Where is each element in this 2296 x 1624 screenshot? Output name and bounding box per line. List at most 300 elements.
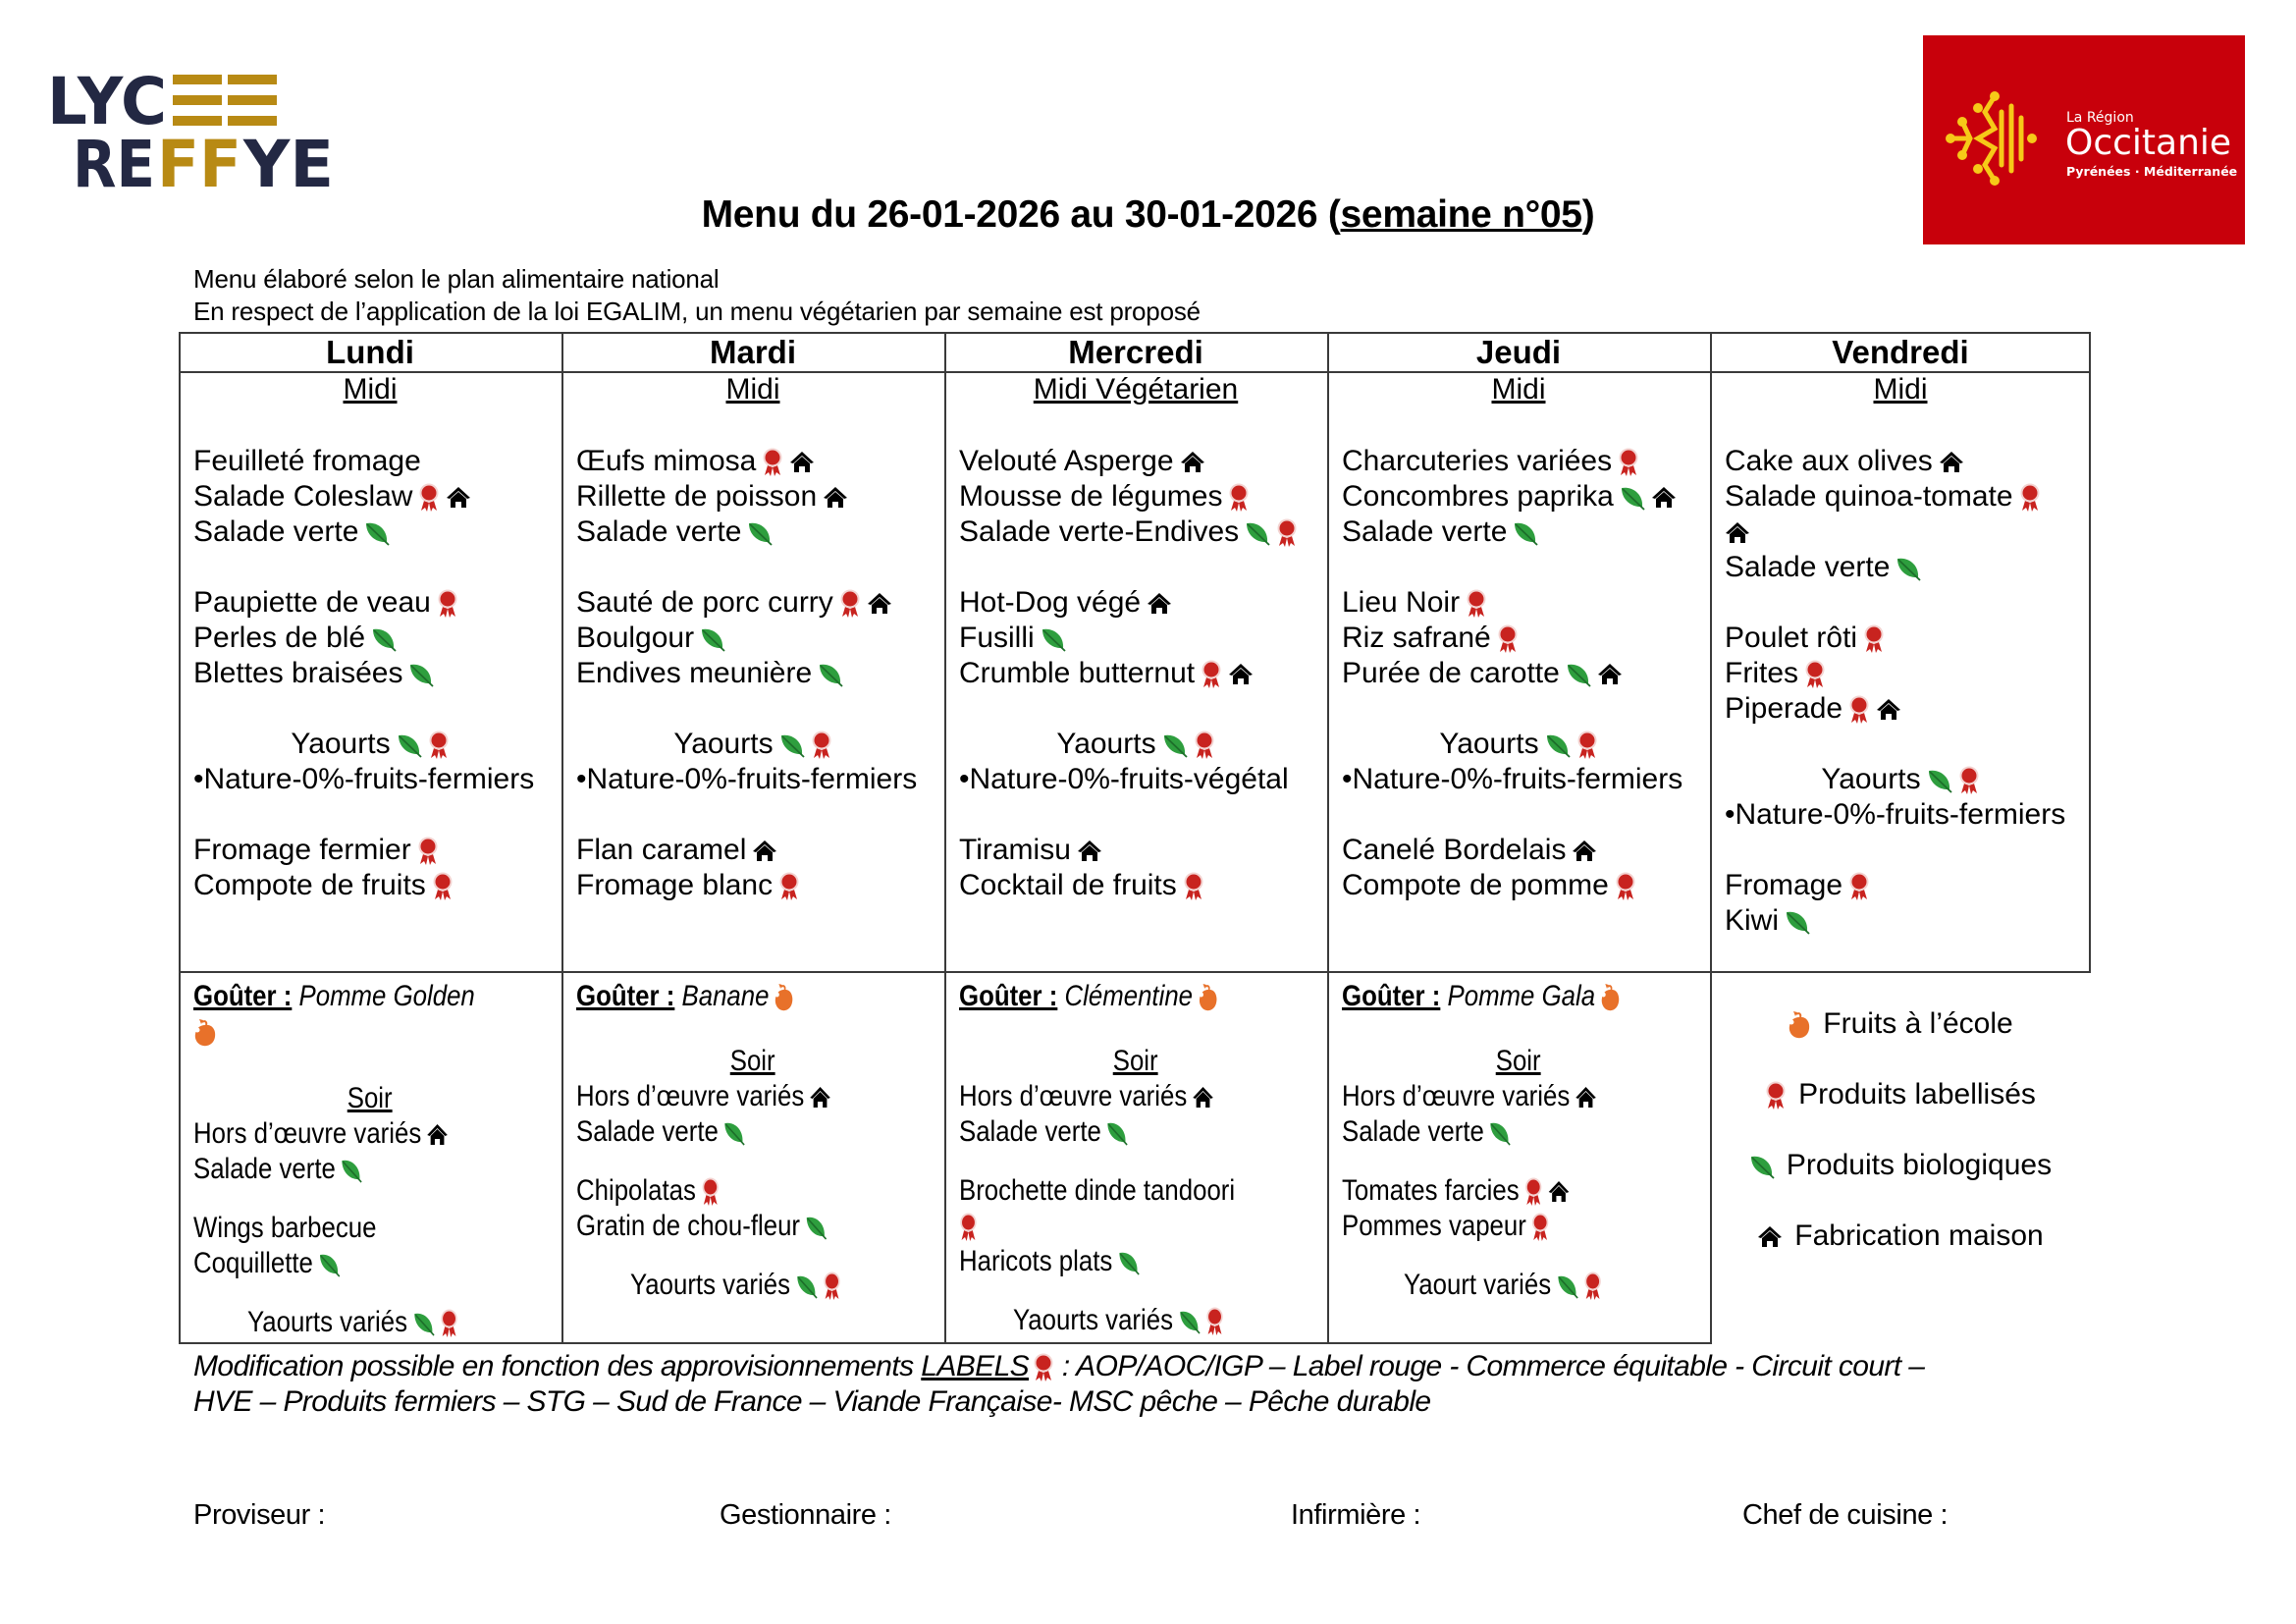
award-icon — [440, 1309, 458, 1338]
menu-item — [193, 1305, 561, 1340]
signature-proviseur: Proviseur : — [193, 1499, 326, 1531]
fruit-icon — [774, 983, 795, 1012]
leaf-icon — [1620, 485, 1645, 511]
menu-item-label: Œufs mimosa — [576, 445, 757, 477]
leaf-icon — [1566, 662, 1591, 687]
leaf-icon — [1556, 1273, 1577, 1299]
intro-line-2: En respect de l’application de la loi EGALIM, un menu végétarien par semaine est proposé — [193, 297, 1201, 326]
menu-item — [1342, 656, 1710, 691]
menu-item — [576, 514, 944, 550]
menu-item — [1725, 903, 2091, 939]
menu-item-label: Frites — [1725, 657, 1798, 689]
house-icon — [1548, 1180, 1570, 1204]
soir-cell-mardi — [561, 979, 944, 1303]
midi-title — [1342, 373, 1710, 406]
menu-item-label: Salade verte — [576, 1115, 719, 1148]
group-spacer — [1725, 727, 2091, 762]
svg-text:RE: RE — [73, 127, 155, 193]
legend — [1710, 1006, 2091, 1289]
house-icon — [809, 1086, 830, 1110]
gouter-label: Goûter : — [576, 980, 675, 1012]
gouter-line — [959, 979, 1327, 1014]
house-icon — [789, 451, 815, 474]
soir-title-wrap — [730, 1044, 775, 1079]
fruit-icon — [1788, 1010, 1811, 1040]
award-icon — [1531, 1213, 1550, 1242]
title-prefix: Menu du 26-01-2026 au 30-01-2026 ( — [701, 193, 1341, 236]
region-logo-sub: Pyrénées · Méditerranée — [2066, 164, 2238, 179]
intro-line-1: Menu élaboré selon le plan alimentaire national — [193, 264, 720, 294]
menu-item-label: Fromage blanc — [576, 869, 774, 901]
menu-item — [1342, 833, 1710, 868]
menu-item-label: Yaourts — [673, 728, 774, 760]
midi-row-border — [179, 971, 2091, 973]
award-icon — [778, 872, 800, 901]
leaf-icon — [1489, 1120, 1511, 1146]
school-logo — [47, 71, 351, 193]
menu-item-label: Tiramisu — [959, 834, 1071, 866]
menu-item-label: Salade Coleslaw — [193, 480, 413, 513]
menu-item — [193, 1246, 561, 1281]
leaf-icon — [723, 1120, 745, 1146]
leaf-icon — [1178, 1309, 1200, 1334]
soir-title — [959, 1044, 1327, 1079]
award-icon — [1201, 660, 1222, 689]
menu-item-wrap — [576, 1209, 828, 1244]
menu-item — [959, 1303, 1327, 1338]
house-icon — [446, 486, 471, 510]
menu-item-label: Kiwi — [1725, 904, 1780, 937]
award-icon — [823, 1272, 841, 1301]
house-icon — [1725, 521, 1750, 545]
menu-item — [1342, 1079, 1710, 1114]
house-icon — [1757, 1225, 1783, 1249]
menu-item-label: Fromage fermier — [193, 834, 411, 866]
leaf-icon — [1245, 520, 1270, 546]
day-header-mardi: Mardi — [709, 334, 796, 370]
page-title — [0, 193, 2296, 237]
legend-label: Produits labellisés — [1798, 1078, 2036, 1110]
house-icon — [1651, 486, 1677, 510]
leaf-icon — [1896, 556, 1921, 581]
award-icon — [1524, 1177, 1543, 1207]
leaf-icon — [364, 520, 390, 546]
menu-item-label: Piperade — [1725, 692, 1843, 725]
menu-item — [1725, 514, 2091, 550]
menu-item-label: Lieu Noir — [1342, 586, 1461, 619]
leaf-icon — [408, 662, 434, 687]
gouter-line — [193, 979, 561, 1014]
menu-item-wrap — [193, 1152, 362, 1187]
gouter-value: Banane — [681, 980, 770, 1012]
group-spacer — [576, 1150, 944, 1173]
soir-title — [1342, 1044, 1710, 1079]
day-header-jeudi: Jeudi — [1475, 334, 1562, 370]
menu-item — [1725, 868, 2091, 903]
menu-item-label: Haricots plats — [959, 1245, 1113, 1277]
legend-label: Produits biologiques — [1786, 1149, 2053, 1181]
house-icon — [823, 486, 848, 510]
midi-title-label: Midi Végétarien — [1033, 373, 1239, 406]
leaf-icon — [397, 732, 422, 758]
menu-item-label: Salade quinoa-tomate — [1725, 480, 2013, 513]
award-icon — [1183, 872, 1204, 901]
menu-item-label: Boulgour — [576, 622, 695, 654]
gouter-wrap — [576, 979, 794, 1014]
menu-item — [193, 1211, 561, 1246]
award-icon — [1228, 483, 1250, 513]
legend-item — [1710, 1006, 2091, 1077]
house-icon — [1575, 1086, 1596, 1110]
group-spacer — [576, 550, 944, 585]
menu-item-label: •Nature-0%-fruits-fermiers — [576, 763, 918, 795]
menu-item-label: Salade verte — [193, 1153, 336, 1185]
award-icon — [1958, 766, 1980, 795]
soir-title — [576, 1044, 944, 1079]
menu-item-label: •Nature-0%-fruits-fermiers — [1342, 763, 1683, 795]
footer-labels-link: LABELS — [921, 1350, 1030, 1382]
menu-item-label: Tomates farcies — [1342, 1174, 1520, 1207]
house-icon — [1180, 451, 1205, 474]
footer-note-line-1 — [193, 1349, 2108, 1384]
menu-item — [193, 727, 561, 762]
midi-title — [1725, 373, 2091, 406]
menu-item-label: Compote de fruits — [193, 869, 426, 901]
award-icon — [701, 1177, 720, 1207]
menu-item-label: Perles de blé — [193, 622, 366, 654]
menu-item — [959, 479, 1327, 514]
house-icon — [1192, 1086, 1213, 1110]
group-spacer — [1725, 585, 2091, 621]
region-logo-small: La Région — [2066, 110, 2134, 126]
menu-item — [959, 1079, 1327, 1114]
menu-item — [1725, 797, 2091, 833]
menu-item-label: Velouté Asperge — [959, 445, 1174, 477]
menu-item — [1342, 444, 1710, 479]
group-spacer — [1342, 1244, 1710, 1268]
menu-item-label: Fromage — [1725, 869, 1843, 901]
menu-item-wrap — [1013, 1303, 1224, 1338]
region-logo-name: Occitanie — [2065, 123, 2232, 163]
group-spacer — [1342, 797, 1710, 833]
menu-item-label: •Nature-0%-fruits-fermiers — [1725, 798, 2066, 831]
menu-item-label: Poulet rôti — [1725, 622, 1858, 654]
group-spacer — [1342, 691, 1710, 727]
legend-item — [1710, 1148, 2091, 1218]
soir-cell-jeudi — [1327, 979, 1710, 1303]
menu-item-wrap — [959, 1244, 1140, 1279]
menu-item-label: •Nature-0%-fruits-fermiers — [193, 763, 535, 795]
group-spacer — [1342, 1150, 1710, 1173]
menu-item — [193, 479, 561, 514]
menu-item — [1342, 479, 1710, 514]
gouter-wrap — [193, 979, 475, 1014]
title-week: semaine n°05 — [1340, 193, 1582, 236]
leaf-icon — [1117, 1250, 1139, 1275]
legend-label: Fabrication maison — [1794, 1219, 2044, 1252]
group-spacer — [959, 550, 1327, 585]
award-icon — [1804, 660, 1826, 689]
leaf-icon — [700, 626, 725, 652]
soir-title-label: Soir — [347, 1082, 393, 1114]
signature-gestionnaire: Gestionnaire : — [720, 1499, 891, 1531]
menu-item-wrap — [959, 1079, 1214, 1114]
menu-item-label: Rillette de poisson — [576, 480, 818, 513]
menu-item-label: Hors d’œuvre variés — [576, 1080, 805, 1112]
menu-item-label: Riz safrané — [1342, 622, 1491, 654]
spacer — [576, 406, 944, 444]
menu-item — [959, 621, 1327, 656]
soir-title-wrap — [1113, 1044, 1158, 1079]
menu-item — [1725, 479, 2091, 514]
menu-item-label: •Nature-0%-fruits-végétal — [959, 763, 1289, 795]
menu-item — [959, 1209, 1327, 1244]
menu-item-label: Yaourts — [291, 728, 391, 760]
group-spacer — [193, 1187, 561, 1211]
group-spacer — [193, 691, 561, 727]
spacer — [1342, 406, 1710, 444]
svg-text:LYC: LYC — [47, 71, 167, 139]
menu-item — [1725, 762, 2091, 797]
award-icon — [839, 589, 861, 619]
gouter-fruit-line — [193, 1014, 561, 1050]
menu-item-wrap — [576, 1079, 831, 1114]
soir-title-label: Soir — [1113, 1045, 1158, 1077]
leaf-icon — [1927, 768, 1952, 793]
menu-item-label: Paupiette de veau — [193, 586, 431, 619]
menu-item — [959, 1114, 1327, 1150]
gouter-line — [576, 979, 944, 1014]
menu-item — [576, 479, 944, 514]
menu-item-label: Yaourts — [1439, 728, 1539, 760]
day-header-vendredi: Vendredi — [1832, 334, 1969, 370]
fruit-icon — [193, 1018, 217, 1048]
house-icon — [1876, 698, 1901, 722]
menu-item-label: Sauté de porc curry — [576, 586, 833, 619]
menu-item-wrap — [193, 1116, 449, 1152]
group-spacer — [576, 797, 944, 833]
group-spacer — [576, 1244, 944, 1268]
leaf-icon — [1513, 520, 1538, 546]
menu-item-label: Yaourts variés — [630, 1269, 791, 1301]
award-icon — [1276, 518, 1298, 548]
menu-item-label: Coquillette — [193, 1247, 313, 1279]
menu-item-label: Yaourts — [1821, 763, 1921, 795]
leaf-icon — [1785, 909, 1810, 935]
signature-chef-de-cuisine: Chef de cuisine : — [1742, 1499, 1949, 1531]
menu-item — [193, 514, 561, 550]
menu-item — [1725, 550, 2091, 585]
menu-item — [576, 1173, 944, 1209]
spacer — [576, 1014, 944, 1044]
menu-item — [959, 444, 1327, 479]
menu-item — [576, 868, 944, 903]
menu-item — [576, 1268, 944, 1303]
title-suffix: ) — [1581, 193, 1595, 236]
menu-item-wrap — [1404, 1268, 1602, 1303]
leaf-icon — [1749, 1154, 1775, 1179]
menu-item-wrap — [576, 1114, 745, 1150]
menu-item-label: Crumble butternut — [959, 657, 1196, 689]
award-icon — [1583, 1272, 1602, 1301]
menu-item-label: Purée de carotte — [1342, 657, 1560, 689]
menu-item-label: Hors d’œuvre variés — [959, 1080, 1188, 1112]
footer-note-line-2: HVE – Produits fermiers – STG – Sud de France – Viande Française- MSC pêche – Pêche durable — [193, 1385, 1431, 1418]
leaf-icon — [818, 662, 843, 687]
midi-title-label: Midi — [725, 373, 780, 406]
menu-item — [959, 833, 1327, 868]
menu-item-label: Yaourt variés — [1403, 1269, 1551, 1301]
menu-item — [959, 1173, 1327, 1209]
menu-item — [576, 1079, 944, 1114]
menu-item — [959, 762, 1327, 797]
soir-title-label: Soir — [1496, 1045, 1541, 1077]
menu-item-label: Flan caramel — [576, 834, 747, 866]
menu-item-label: Feuilleté fromage — [193, 445, 421, 477]
menu-item-wrap — [630, 1268, 841, 1303]
menu-item-label: Salade verte — [1342, 515, 1508, 548]
day-header-lundi: Lundi — [326, 334, 414, 370]
house-icon — [867, 592, 892, 616]
group-spacer — [1725, 833, 2091, 868]
menu-item — [193, 1152, 561, 1187]
menu-item-label: Cocktail de fruits — [959, 869, 1177, 901]
menu-item-label: Yaourts — [1056, 728, 1156, 760]
menu-item-label: Yaourts variés — [247, 1306, 408, 1338]
menu-item — [959, 585, 1327, 621]
award-icon — [1466, 589, 1487, 619]
menu-item-label: Salade verte — [1342, 1115, 1484, 1148]
menu-item — [576, 656, 944, 691]
menu-item — [193, 833, 561, 868]
gouter-wrap — [1342, 979, 1621, 1014]
menu-item-wrap — [959, 1114, 1128, 1150]
gouter-line — [1342, 979, 1710, 1014]
midi-title — [193, 373, 561, 406]
midi-title-label: Midi — [1873, 373, 1928, 406]
menu-item-label: Hors d’œuvre variés — [193, 1117, 422, 1150]
menu-item-label: Yaourts variés — [1013, 1304, 1174, 1336]
soir-title — [193, 1081, 561, 1116]
midi-cell-mercredi — [944, 373, 1327, 903]
gouter-label: Goûter : — [1342, 980, 1441, 1012]
menu-item-label: Gratin de chou-fleur — [576, 1210, 801, 1242]
menu-item — [193, 1116, 561, 1152]
menu-item-label: Salade verte — [576, 515, 742, 548]
menu-item — [959, 727, 1327, 762]
award-icon — [959, 1213, 978, 1242]
group-spacer — [959, 797, 1327, 833]
menu-item-label: Salade verte-Endives — [959, 515, 1240, 548]
award-icon — [1848, 872, 1870, 901]
footer-note-part2: : AOP/AOC/IGP – Label rouge - Commerce équitable - Circuit court – — [1054, 1350, 1925, 1382]
menu-item-wrap — [193, 1246, 340, 1281]
svg-text:FF: FF — [157, 127, 241, 193]
group-spacer — [959, 1150, 1327, 1173]
spacer — [959, 1014, 1327, 1044]
leaf-icon — [1041, 626, 1066, 652]
gouter-wrap — [959, 979, 1218, 1014]
soir-title-wrap — [347, 1081, 393, 1116]
menu-item — [193, 762, 561, 797]
spacer — [959, 406, 1327, 444]
leaf-icon — [779, 732, 805, 758]
house-icon — [1147, 592, 1172, 616]
award-icon — [1863, 624, 1885, 654]
fruit-icon — [1198, 983, 1218, 1012]
award-icon — [1205, 1307, 1224, 1336]
menu-item-label: Salade verte — [959, 1115, 1101, 1148]
legend-label: Fruits à l’école — [1823, 1007, 2013, 1040]
menu-item-label: Wings barbecue — [193, 1212, 377, 1244]
menu-item-wrap — [1342, 1114, 1511, 1150]
footer-note-part1: Modification possible en fonction des approvisionnements — [193, 1350, 922, 1382]
menu-item-wrap — [193, 1211, 376, 1246]
leaf-icon — [1545, 732, 1571, 758]
gouter-value: Clémentine — [1064, 980, 1194, 1012]
leaf-icon — [412, 1311, 434, 1336]
leaf-icon — [1106, 1120, 1128, 1146]
midi-title-label: Midi — [343, 373, 398, 406]
leaf-icon — [747, 520, 773, 546]
award-icon — [811, 731, 832, 760]
menu-item-wrap — [1342, 1209, 1550, 1244]
house-icon — [1939, 451, 1964, 474]
group-spacer — [193, 1281, 561, 1305]
spacer — [1725, 406, 2091, 444]
award-icon — [417, 837, 439, 866]
menu-item — [1342, 1173, 1710, 1209]
house-icon — [1597, 663, 1623, 686]
leaf-icon — [805, 1215, 827, 1240]
gouter-label: Goûter : — [959, 980, 1058, 1012]
soir-title-label: Soir — [730, 1045, 775, 1077]
menu-item-label: Brochette dinde tandoori — [959, 1174, 1236, 1207]
award-icon — [762, 448, 783, 477]
svg-text:YE: YE — [242, 127, 334, 193]
midi-cell-jeudi — [1327, 373, 1710, 903]
menu-item — [193, 868, 561, 903]
menu-item — [576, 727, 944, 762]
menu-item — [1725, 691, 2091, 727]
menu-item — [576, 762, 944, 797]
menu-item — [1342, 1268, 1710, 1303]
menu-item-label: Hot-Dog végé — [959, 586, 1142, 619]
award-icon — [1848, 695, 1870, 725]
menu-item-label: Salade verte — [1725, 551, 1891, 583]
menu-item — [1342, 762, 1710, 797]
menu-item — [576, 585, 944, 621]
menu-item — [576, 833, 944, 868]
menu-item-wrap — [959, 1209, 978, 1244]
spacer — [193, 406, 561, 444]
menu-item-wrap — [576, 1173, 720, 1209]
menu-item — [959, 514, 1327, 550]
menu-item-label: Blettes braisées — [193, 657, 403, 689]
menu-item-label: Canelé Bordelais — [1342, 834, 1567, 866]
group-spacer — [959, 691, 1327, 727]
menu-item-wrap — [247, 1305, 458, 1340]
group-spacer — [959, 1279, 1327, 1303]
leaf-icon — [318, 1252, 340, 1277]
legend-item — [1710, 1218, 2091, 1289]
group-spacer — [193, 550, 561, 585]
soir-cell-mercredi — [944, 979, 1327, 1338]
menu-item-label: Concombres paprika — [1342, 480, 1614, 513]
menu-item — [193, 444, 561, 479]
menu-item — [959, 868, 1327, 903]
award-icon — [1194, 731, 1215, 760]
